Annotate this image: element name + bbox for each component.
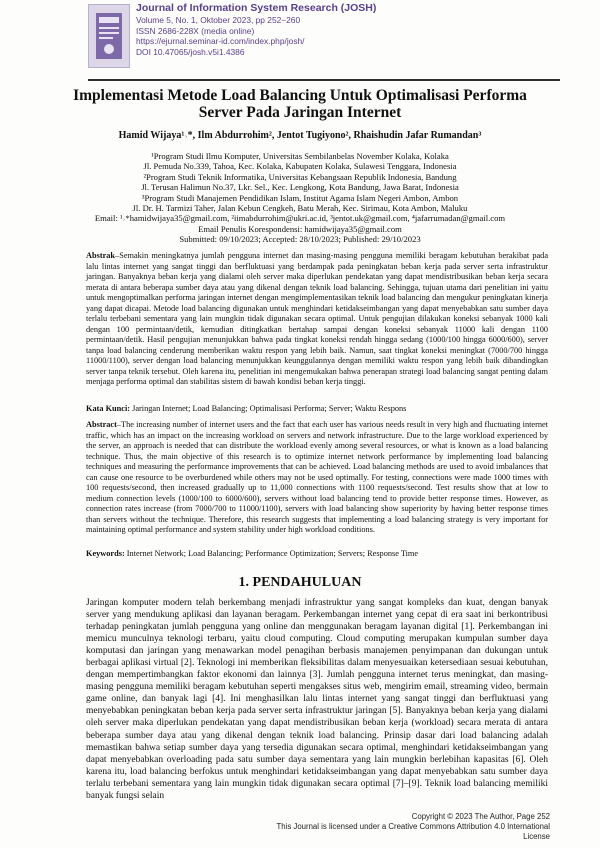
- page-footer: [250, 812, 550, 842]
- keywords-label: Keywords:: [86, 549, 125, 558]
- journal-logo-icon: [88, 4, 130, 68]
- kata-kunci-label: Kata Kunci:: [86, 404, 131, 413]
- affiliation-line: ¹Program Studi Ilmu Komputer, Universitas Sembilanbelas November Kolaka, Kolaka: [151, 151, 449, 161]
- keywords-block: [86, 549, 548, 560]
- paper-authors: Hamid Wijaya¹˒*, Ilm Abdurrohim², Jentot Tugiyono², Rhaishudin Jafar Rumandan³: [118, 130, 482, 141]
- paper-title-line-2: Server Pada Jaringan Internet: [198, 104, 402, 121]
- affiliations: [40, 151, 560, 245]
- abstract-label: Abstract: [86, 420, 117, 429]
- affiliation-line: Jl. Terusan Halimun No.37, Lkr. Sel., Kec. Lengkong, Kota Bandung, Jawa Barat, Indonesia: [141, 182, 459, 193]
- abstrak-label: Abstrak: [86, 251, 116, 260]
- corresponding-email: Email Penulis Korespondensi: hamidwijaya35@gmail.com: [198, 223, 402, 234]
- kata-kunci-block: [86, 404, 548, 415]
- journal-issn: ISSN 2686-228X (media online): [136, 25, 255, 36]
- affiliation-line: ³Program Studi Manajemen Pendidikan Islam, Institut Agama Islam Negeri Ambon, Ambon: [141, 192, 459, 203]
- abstract-block: Abstract–The increasing number of internet users and the fact that each user has various needs result in very high and fluctuating internet traffic, which has an impact on the increasing workload on servers and network infrastructure. Due to the large workload experienced by the server, an approach is needed that can distribute the workload evenly among several resources, or what is known as a load balancing technique. Thus, the main objective of this research is to optimize internet network performance by implementing load balancing techniques and measuring the performance improvements that can be achieved. Load balancing methods are used to avoid imbalances that can cause one resource to be overburdened while others may not be used optimally. For testing, connections were made 1000 times with 100 requests/second, then increased gradually up to 11,000 connections with 1100 requests/second. Test results show that at low to medium connection levels (1000/100 to 6000/600), servers without load balancing tend to provide better response times. However, as connection rates increase (from 7000/700 to 11000/1100), servers with load balancing show superiority by having better response times than servers without the technique. Therefore, this research suggests that implementing a load balancing strategy is very important for maintaining optimal performance and system stability under high workload conditions.: [86, 420, 548, 534]
- journal-volume: Volume 5, No. 1, Oktober 2023, pp 252−260: [136, 15, 301, 25]
- affiliation-line: Jl. Pemuda No.339, Tahoa, Kec. Kolaka, Kabupaten Kolaka, Sulawesi Tenggara, Indonesia: [143, 161, 457, 172]
- header-divider: [88, 79, 560, 81]
- journal-header: [88, 2, 568, 84]
- kata-kunci-text: Jaringan Internet; Load Balancing; Optimalisasi Performa; Server; Waktu Respons: [132, 404, 407, 413]
- author-emails: Email: ¹˒*hamidwijaya35@gmail.com, ²iimabdurrohim@ukri.ac.id, ³jentot.uk@gmail.com, ⁴jafarrumadan@gmail.com: [94, 213, 506, 224]
- submission-dates: Submitted: 09/10/2023; Accepted: 28/10/2023; Published: 29/10/2023: [179, 234, 421, 245]
- journal-url[interactable]: https://ejurnal.seminar-id.com/index.php/josh/: [136, 36, 305, 47]
- footer-license[interactable]: This Journal is licensed under a Creative Commons Attribution 4.0 International License: [276, 822, 550, 841]
- affiliation-line: Jl. Dr. H. Tarmizi Taher, Jalan Kebun Cengkeh, Batu Merah, Kec. Sirimau, Kota Ambon, Maluku: [132, 203, 468, 214]
- abstrak-block: Abstrak–Semakin meningkatnya jumlah pengguna internet dan masing-masing pengguna memiliki beragam kebutuhan berakibat pada lalu lintas internet yang sangat tinggi dan berfluktuasi yang berdampak pada peningkatan beban kerja pada server serta infrastruktur jaringan. Banyaknya beban kerja yang dialami oleh server maka diperlukan pendekatan yang dapat mendistribusikan beban kerja secara merata di antara beberapa sumber daya atau yang dikenal dengan teknik load balancing. Sehingga, tujuan utama dari penelitian ini yaitu untuk mengoptimalkan performa jaringan internet dengan mengimplementasikan teknik load balancing dan mengukur peningkatan kinerja yang dapat dicapai. Metode load balancing digunakan untuk menghindari ketidakseimbangan yang dapat menyebabkan satu sumber daya terlalu terbebani sementara yang lain mungkin tidak digunakan secara optimal. Untuk pengujian dilakukan koneksi sebanyak 1000 kali dengan 100 permintaan/detik, kemudian ditingkatkan bertahap sampai dengan koneksi sebanyak 11000 kali dengan 1100 permintaan/detik. Hasil pengujian menunjukkan bahwa pada tingkat koneksi rendah hingga sedang (1000/100 hingga 6000/600), server tanpa load balancing cenderung memberikan waktu respon yang lebih baik. Namun, saat tingkat koneksi meningkat (7000/700 hingga 11000/1100), server dengan load balancing menunjukkan keunggulannya dengan memiliki waktu respon yang lebih baik dibandingkan server tanpa teknik tersebut. Oleh karena itu, penelitian ini mengemukakan bahwa penerapan strategi load balancing sangat penting dalam menjaga performa optimal dan stabilitas sistem di bawah kondisi beban kerja tinggi.: [86, 251, 548, 386]
- paper-title-line-1: Implementasi Metode Load Balancing Untuk Optimalisasi Performa: [73, 87, 527, 104]
- paper-title: [40, 87, 560, 121]
- journal-title: Journal of Information System Research (JOSH): [136, 2, 377, 14]
- journal-doi[interactable]: DOI 10.47065/josh.v5i1.4386: [136, 46, 245, 57]
- journal-info: [136, 2, 376, 57]
- affiliation-line: ²Program Studi Teknik Informatika, Universitas Kebangsaan Republik Indonesia, Bandung: [143, 171, 457, 182]
- section-body: Jaringan komputer modern telah berkembang menjadi infrastruktur yang sangat kompleks dan kuat, dengan banyak server yang mendukung aplikasi dan layanan beragam. Perkembangan internet yang cepat di era saat ini berkontribusi terhadap peningkatan jumlah pengguna yang online dan menggunakan beragam layanan digital [1]. Perkembangan ini memicu munculnya teknologi terbaru, yaitu cloud computing. Cloud computing merupakan kumpulan sumber daya komputasi dan jaringan yang menawarkan model penagihan berbasis manajemen penyimpanan dan dukungan untuk berbagai aplikasi virtual [2]. Teknologi ini memberikan fleksibilitas dalam menyesuaikan ketersediaan sesuai kebutuhan, dengan mempertimbangkan faktor ekonomi dan lainnya [3]. Jumlah pengguna internet terus meningkat, dan masing-masing pengguna memiliki beragam kebutuhan seperti mengakses situs web, mengirim email, streaming video, bermain game online, dan banyak lagi [4]. Ini menghasilkan lalu lintas internet yang sangat tinggi dan berfluktuasi yang menyebabkan peningkatan beban kerja pada server serta infrastruktur jaringan [5]. Banyaknya beban kerja yang dialami oleh server maka diperlukan pendekatan yang dapat mendistribusikan beban kerja (workload) secara merata di antara beberapa sumber daya atau yang dikenal dengan teknik load balancing. Prinsip dasar dari load balancing adalah memastikan bahwa setiap sumber daya yang tersedia digunakan secara optimal, menghindari ketidakseimbangan yang dapat menyebabkan overloading pada satu sumber daya sementara yang lain mungkin berlebihan kapasitas [6]. Oleh karena itu, load balancing berfokus untuk menghindari ketidakseimbangan yang dapat menyebabkan satu sumber daya terlalu terbebani sementara yang lain mungkin tidak digunakan secara optimal [7]–[9]. Teknik load balancing memiliki banyak fungsi selain: [86, 598, 548, 801]
- abstract-text: The increasing number of internet users and the fact that each user has various needs result in very high and fluctuating internet traffic, which has an impact on the increasing workload on servers and network infrastructure. Due to the large workload experienced by the server, an approach is needed that can distribute the workload evenly among several resources, or what is known as a load balancing technique. Thus, the main objective of this research is to optimize internet network performance by implementing load balancing techniques and measuring the performance improvements that can be achieved. Load balancing methods are used to avoid imbalances that can cause one resource to be overburdened while others may not be used optimally. For testing, connections were made 1000 times with 100 requests/second, then increased gradually up to 11,000 connections with 1100 requests/second. Test results show that at low to medium connection levels (1000/100 to 6000/600), servers without load balancing tend to provide better response times. However, as connection rates increase (from 7000/700 to 11000/1100), servers with load balancing show superiority by having better response times than servers without the technique. Therefore, this research suggests that implementing a load balancing strategy is very important for maintaining optimal performance and system stability under high workload conditions.: [86, 420, 548, 534]
- section-heading: 1. PENDAHULUAN: [238, 575, 362, 590]
- keywords-text: Internet Network; Load Balancing; Performance Optimization; Servers; Response Time: [126, 549, 419, 558]
- abstrak-text: Semakin meningkatnya jumlah pengguna internet dan masing-masing pengguna memiliki beragam kebutuhan berakibat pada lalu lintas internet yang sangat tinggi dan berfluktuasi yang berdampak pada peningkatan beban kerja pada server serta infrastruktur jaringan. Banyaknya beban kerja yang dialami oleh server maka diperlukan pendekatan yang dapat mendistribusikan beban kerja secara merata di antara beberapa sumber daya atau yang dikenal dengan teknik load balancing. Sehingga, tujuan utama dari penelitian ini yaitu untuk mengoptimalkan performa jaringan internet dengan mengimplementasikan teknik load balancing dan mengukur peningkatan kinerja yang dapat dicapai. Metode load balancing digunakan untuk menghindari ketidakseimbangan yang dapat menyebabkan satu sumber daya terlalu terbebani sementara yang lain mungkin tidak digunakan secara optimal. Untuk pengujian dilakukan koneksi sebanyak 1000 kali dengan 100 permintaan/detik, kemudian ditingkatkan bertahap sampai dengan koneksi sebanyak 11000 kali dengan 1100 permintaan/detik. Hasil pengujian menunjukkan bahwa pada tingkat koneksi rendah hingga sedang (1000/100 hingga 6000/600), server tanpa load balancing cenderung memberikan waktu respon yang lebih baik. Namun, saat tingkat koneksi meningkat (7000/700 hingga 11000/1100), server dengan load balancing menunjukkan keunggulannya dengan memiliki waktu respon yang lebih baik dibandingkan server tanpa teknik tersebut. Oleh karena itu, penelitian ini mengemukakan bahwa penerapan strategi load balancing sangat penting dalam menjaga performa optimal dan stabilitas sistem di bawah kondisi beban kerja tinggi.: [86, 251, 548, 386]
- footer-copyright: Copyright © 2023 The Author, Page 252: [411, 812, 550, 821]
